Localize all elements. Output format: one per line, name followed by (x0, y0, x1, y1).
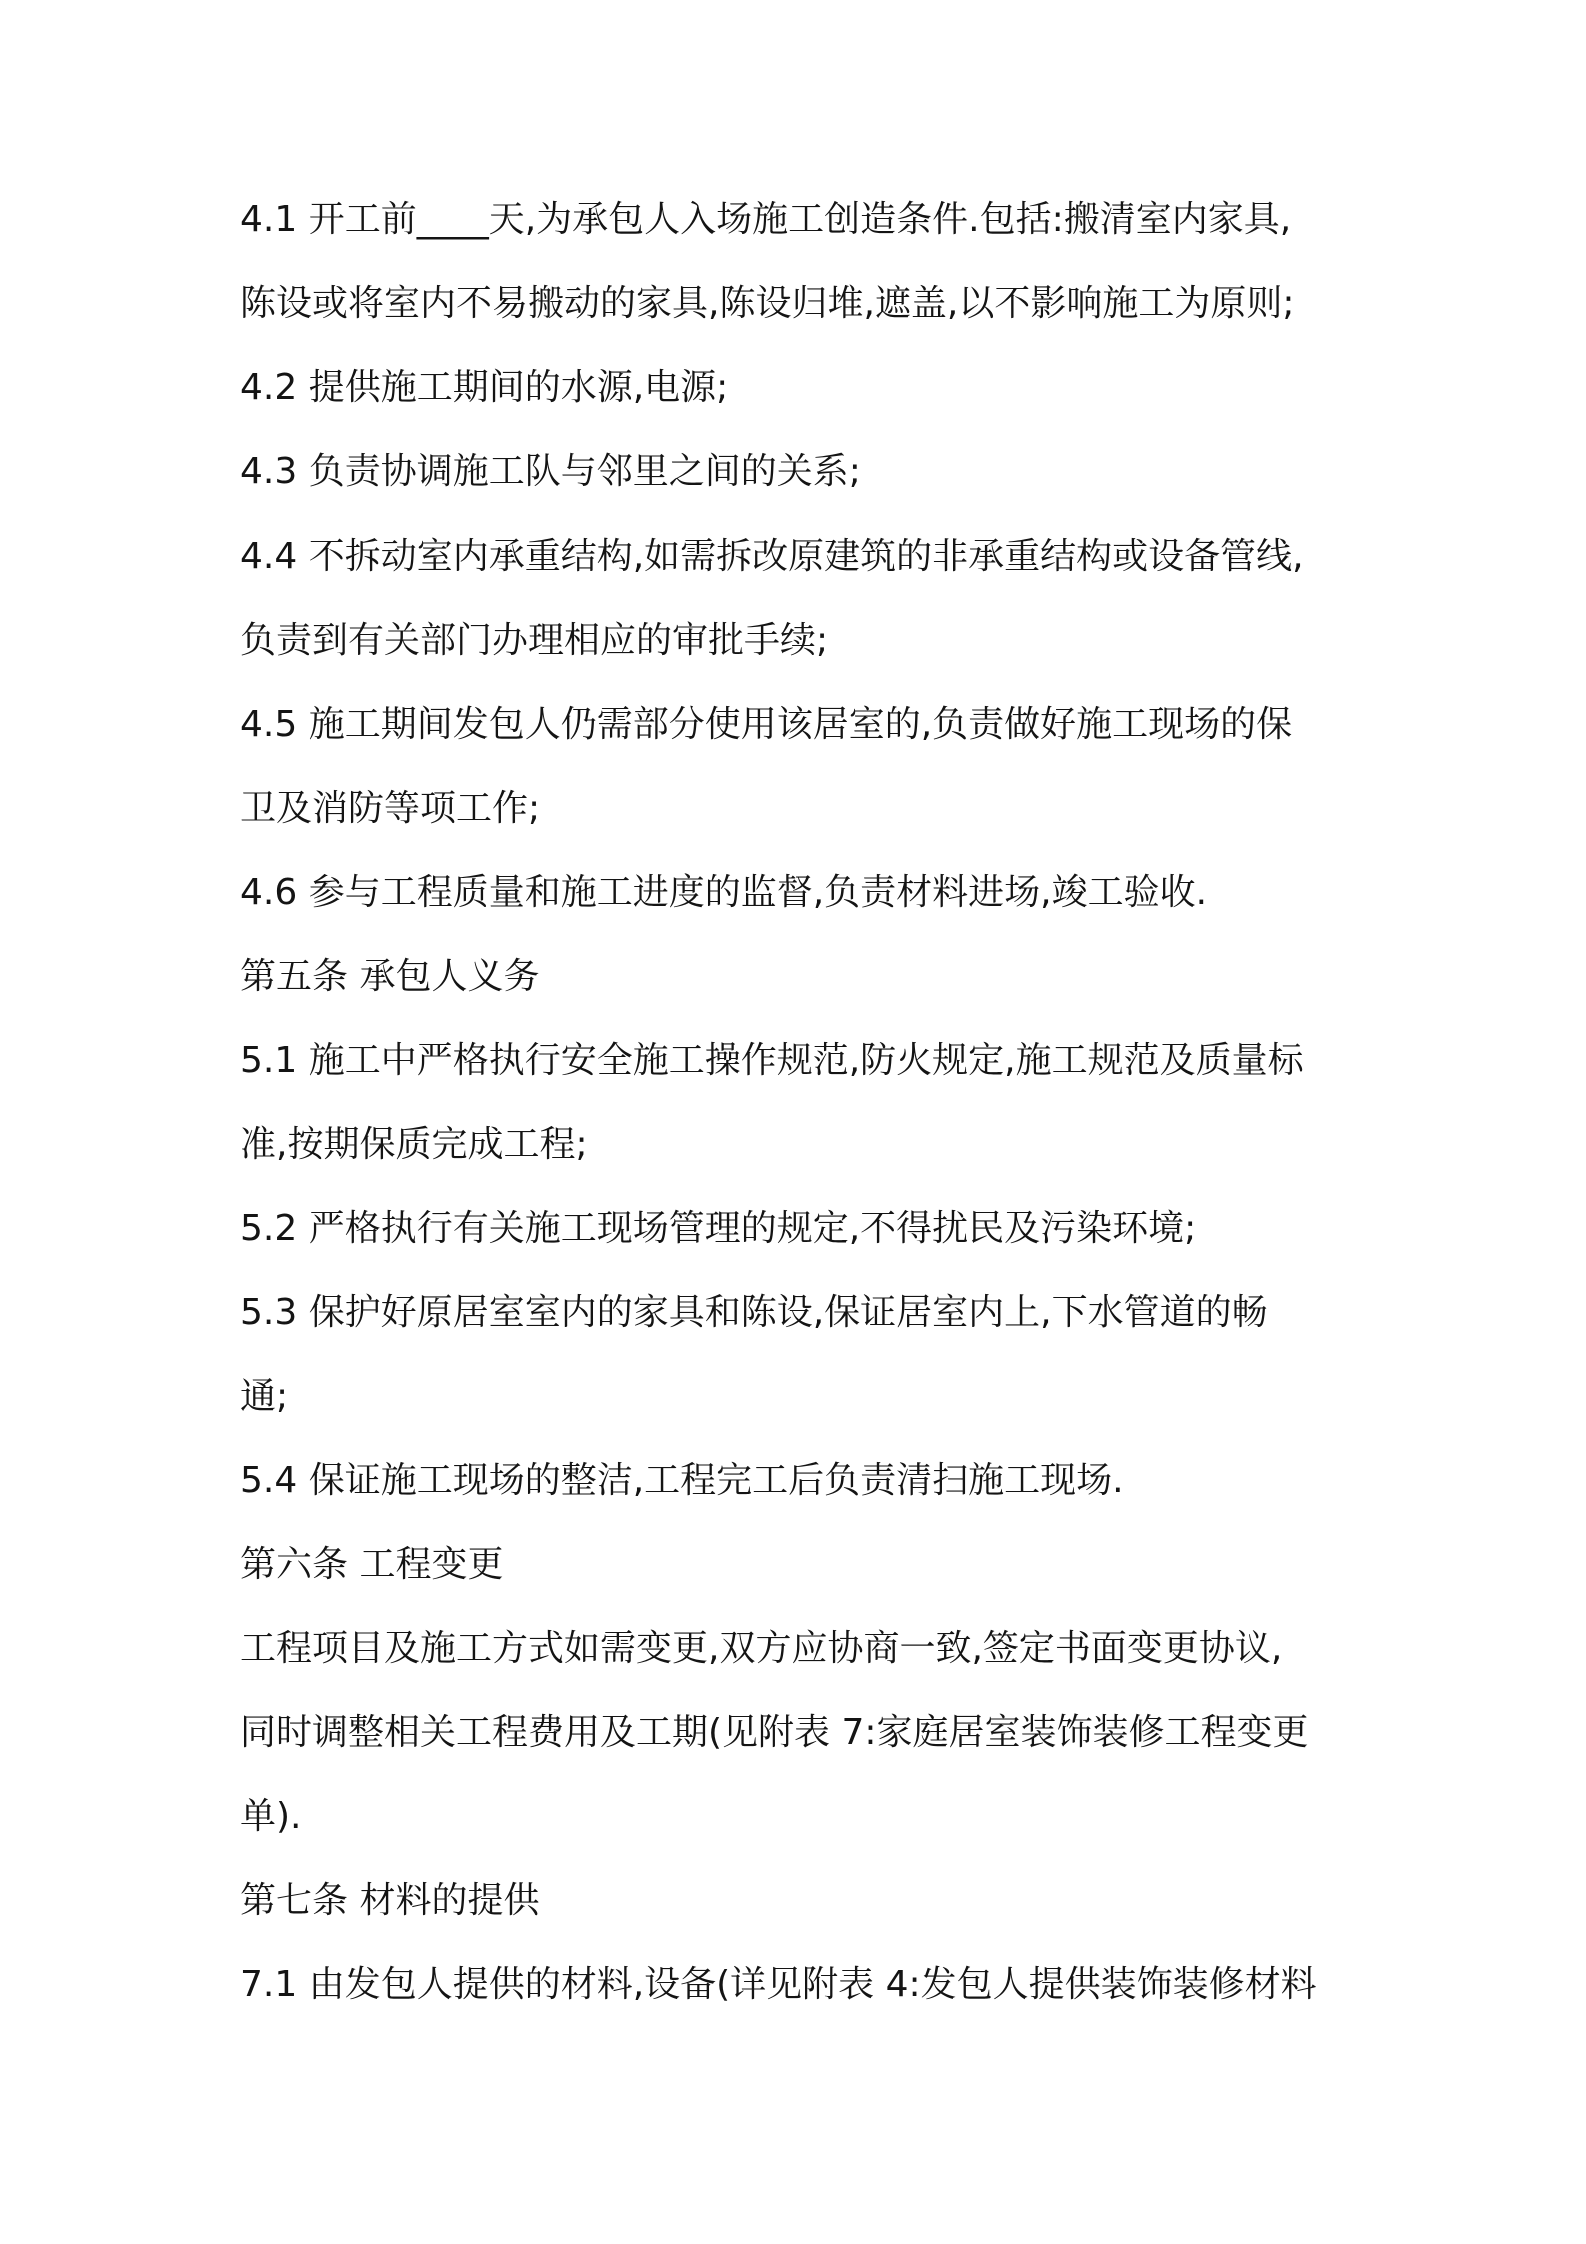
line-5-4: 5.4 保证施工现场的整洁,工程完工后负责清扫施工现场. (240, 1460, 1124, 1501)
line-4-4-a: 4.4 不拆动室内承重结构,如需拆改原建筑的非承重结构或设备管线, (240, 536, 1304, 577)
line-4-3: 4.3 负责协调施工队与邻里之间的关系; (240, 451, 861, 492)
line-6-a: 工程项目及施工方式如需变更,双方应协商一致,签定书面变更协议, (240, 1628, 1283, 1669)
line-7-1-a: 7.1 由发包人提供的材料,设备(详见附表 4:发包人提供装饰装修材料 (240, 1964, 1317, 2005)
line-4-1-a: 4.1 开工前____天,为承包人入场施工创造条件.包括:搬清室内家具, (240, 199, 1292, 240)
line-6-b: 同时调整相关工程费用及工期(见附表 7:家庭居室装饰装修工程变更 (240, 1712, 1309, 1753)
heading-article-6: 第六条 工程变更 (240, 1544, 504, 1585)
line-4-5-a: 4.5 施工期间发包人仍需部分使用该居室的,负责做好施工现场的保 (240, 704, 1293, 745)
line-4-6: 4.6 参与工程质量和施工进度的监督,负责材料进场,竣工验收. (240, 872, 1208, 913)
line-6-c: 单). (240, 1796, 302, 1837)
heading-article-5: 第五条 承包人义务 (240, 956, 540, 997)
line-5-3-a: 5.3 保护好原居室室内的家具和陈设,保证居室内上,下水管道的畅 (240, 1292, 1268, 1333)
line-5-2: 5.2 严格执行有关施工现场管理的规定,不得扰民及污染环境; (240, 1208, 1197, 1249)
line-5-1-b: 准,按期保质完成工程; (240, 1124, 588, 1165)
heading-article-7: 第七条 材料的提供 (240, 1880, 540, 1921)
line-4-1-b: 陈设或将室内不易搬动的家具,陈设归堆,遮盖,以不影响施工为原则; (240, 283, 1295, 324)
line-4-2: 4.2 提供施工期间的水源,电源; (240, 367, 729, 408)
line-5-3-b: 通; (240, 1376, 289, 1417)
line-4-4-b: 负责到有关部门办理相应的审批手续; (240, 620, 829, 661)
line-5-1-a: 5.1 施工中严格执行安全施工操作规范,防火规定,施工规范及质量标 (240, 1040, 1304, 1081)
line-4-5-b: 卫及消防等项工作; (240, 788, 541, 829)
